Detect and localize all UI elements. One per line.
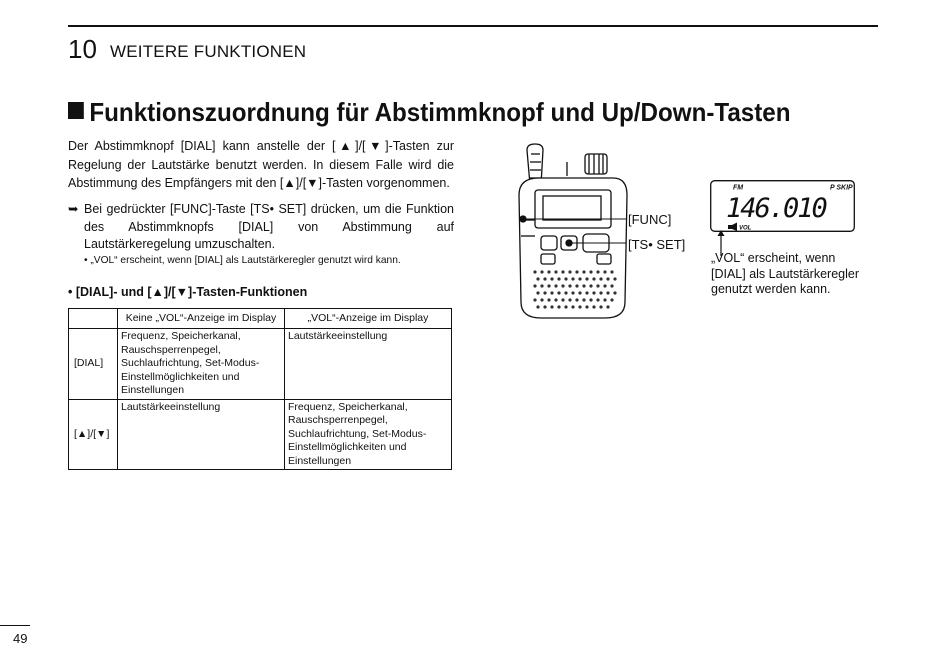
step-text: Bei gedrückter [FUNC]-Taste [TS• SET] drücken, um die Funktion des Abstimmknopfs [DIAL] von Abstimmung auf Lautstärkeregelung umzuschalten.: [84, 202, 454, 251]
table-heading: • [DIAL]- und [▲]/[▼]-Tasten-Funktionen: [68, 285, 308, 299]
page-number: 49: [13, 631, 28, 646]
footer-rule: [0, 625, 30, 626]
lcd-vol-indicator: VOL: [739, 225, 752, 232]
intro-paragraph: Der Abstimmknopf [DIAL] kann anstelle der [▲]/[▼]-Tasten zur Regelung der Lautstärke benutzt werden. In diesem Falle wird die Abstimmung des Empfängers mit den [▲]/[▼]-Tasten vorgenommen.: [68, 139, 454, 190]
section-title: [68, 96, 791, 128]
table-header-cell: Keine „VOL“-Anzeige im Display: [118, 309, 285, 329]
lcd-mode: FM: [733, 184, 744, 192]
table-cell: Frequenz, Speicherkanal, Rauschsperrenpegel, Suchlaufrichtung, Set-Modus-Einstellmöglichkeiten und Einstellungen: [285, 399, 452, 470]
table-cell: Lautstärkeeinstellung: [118, 399, 285, 470]
table-row: [69, 329, 452, 400]
row-key: [▲]/[▼]: [69, 399, 118, 470]
table-cell: Frequenz, Speicherkanal, Rauschsperrenpegel, Suchlaufrichtung, Set-Modus-Einstellmöglichkeiten und Einstellungen: [118, 329, 285, 400]
header-rule: [68, 25, 878, 27]
step-arrow-icon: ➥: [68, 202, 79, 216]
table-header-row: [69, 309, 452, 329]
instruction-step: [68, 201, 454, 254]
row-key: [DIAL]: [69, 329, 118, 400]
table-header-cell: [69, 309, 118, 329]
chapter-title: WEITERE FUNKTIONEN: [110, 42, 307, 61]
tsset-key-label: [TS• SET]: [628, 237, 686, 252]
lcd-frequency: 146.010: [726, 193, 826, 224]
step-note: • „VOL“ erscheint, wenn [DIAL] als Lautstärkeregler genutzt wird kann.: [84, 255, 401, 266]
table-row: [69, 399, 452, 470]
radio-illustration: [505, 140, 685, 322]
func-key-label: [FUNC]: [628, 212, 672, 227]
vol-caption: „VOL“ erscheint, wenn [DIAL] als Lautstärkeregler genutzt werden kann.: [711, 251, 859, 296]
square-bullet-icon: [68, 102, 84, 119]
function-table: [68, 308, 452, 470]
lcd-skip: P SKIP: [830, 184, 853, 192]
section-title-text: Funktionszuordnung für Abstimmknopf und Up/Down-Tasten: [89, 97, 791, 127]
chapter-number: 10: [68, 34, 97, 64]
table-header-cell: „VOL“-Anzeige im Display: [285, 309, 452, 329]
table-cell: Lautstärkeeinstellung: [285, 329, 452, 400]
lcd-display-illustration: [710, 180, 855, 232]
